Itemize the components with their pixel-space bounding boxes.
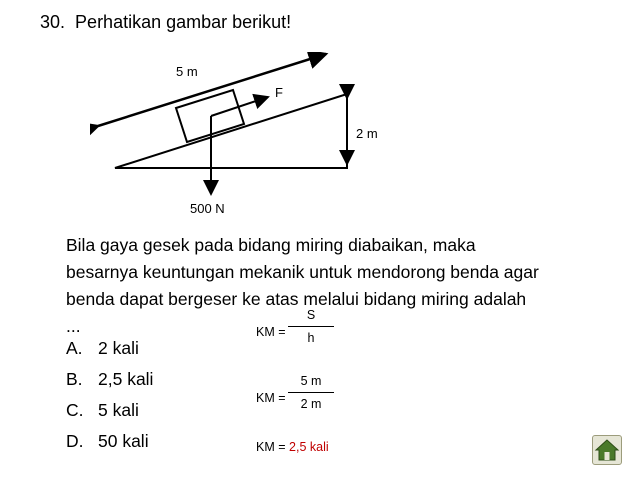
substitution-lhs: KM = <box>256 391 286 405</box>
question-title <box>40 12 291 33</box>
option-letter: A. <box>66 338 83 358</box>
option-letter: B. <box>66 369 83 389</box>
height-label: 2 m <box>356 126 378 141</box>
substitution-numerator: 5 m <box>300 374 322 388</box>
formula-denominator: h <box>307 331 315 345</box>
length-label: 5 m <box>176 64 198 79</box>
formula-numerator: S <box>306 308 316 322</box>
home-button[interactable] <box>592 435 622 465</box>
option-letter: D. <box>66 431 84 451</box>
option-letter: C. <box>66 400 84 420</box>
option-a[interactable] <box>66 338 139 359</box>
weight-label: 500 N <box>190 201 225 216</box>
home-icon <box>593 436 621 464</box>
option-d[interactable] <box>66 431 149 452</box>
stem-line: benda dapat bergeser ke atas melalui bidang miring adalah <box>66 289 527 309</box>
substitution-fraction <box>288 374 334 411</box>
question-stem <box>66 232 611 340</box>
formula-fraction <box>288 308 334 345</box>
result-line <box>256 440 329 454</box>
substitution-denominator: 2 m <box>300 397 322 411</box>
fraction-bar <box>288 392 334 393</box>
option-text: 5 kali <box>98 400 139 420</box>
force-label: F <box>275 85 283 100</box>
result-lhs: KM = <box>256 440 286 454</box>
result-value: 2,5 kali <box>289 440 329 454</box>
formula-lhs: KM = <box>256 325 286 339</box>
stem-line: Bila gaya gesek pada bidang miring diabaikan, maka <box>66 235 476 255</box>
option-b[interactable] <box>66 369 153 390</box>
option-c[interactable] <box>66 400 139 421</box>
option-text: 50 kali <box>98 431 149 451</box>
question-title-text: Perhatikan gambar berikut! <box>75 12 292 32</box>
option-text: 2,5 kali <box>98 369 154 389</box>
fraction-bar <box>288 326 334 327</box>
stem-line: besarnya keuntungan mekanik untuk mendorong benda agar <box>66 262 539 282</box>
question-number: 30. <box>40 12 66 32</box>
stem-line: ... <box>66 316 81 336</box>
inclined-plane-diagram <box>90 52 400 222</box>
option-text: 2 kali <box>98 338 139 358</box>
